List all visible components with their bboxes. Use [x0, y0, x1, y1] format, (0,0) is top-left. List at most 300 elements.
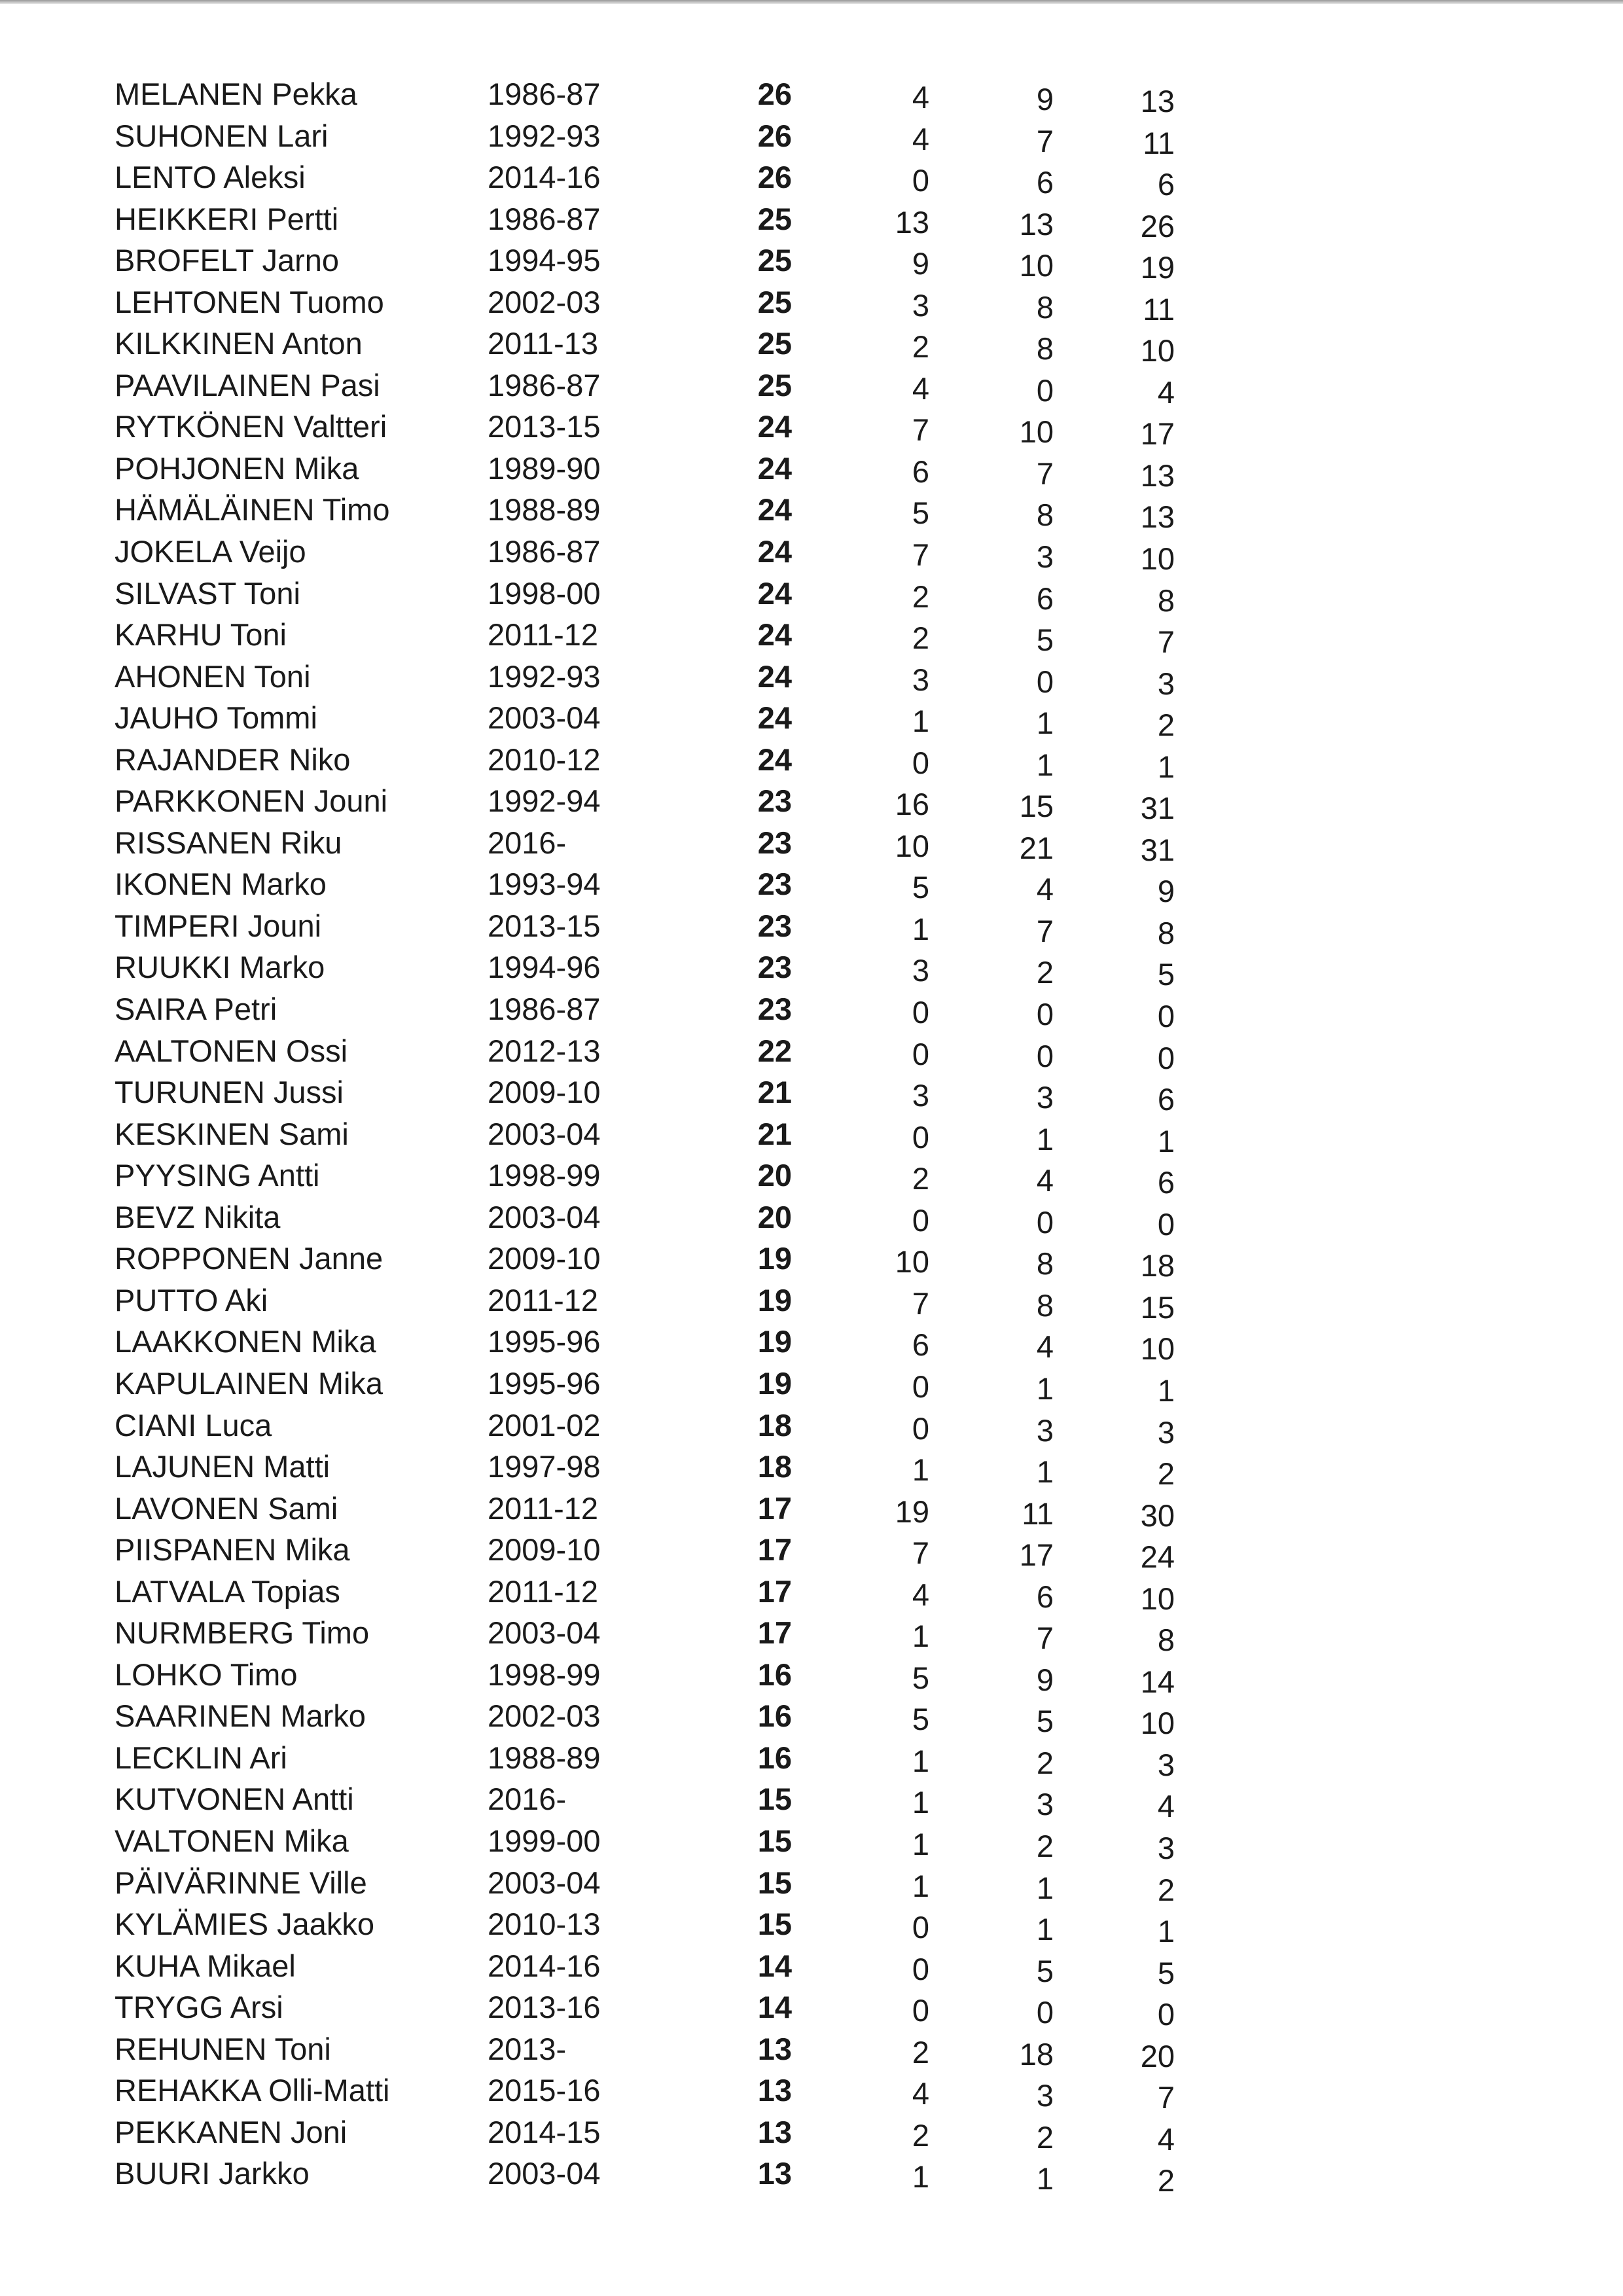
- player-assists-cell: 5: [1036, 1953, 1054, 1988]
- player-goals-cell: 4: [912, 1577, 929, 1612]
- player-games-cell: 23: [757, 783, 792, 819]
- player-games-cell: 23: [757, 992, 792, 1027]
- player-games-cell: 21: [757, 1116, 792, 1151]
- player-assists-cell: 2: [1036, 1745, 1054, 1780]
- table-row: [115, 905, 1201, 950]
- player-goals-cell: 7: [912, 412, 929, 448]
- player-season-cell: 2011-12: [488, 617, 598, 653]
- table-row: [115, 1820, 1201, 1865]
- player-points-cell: 8: [1157, 915, 1175, 950]
- player-games-cell: 24: [757, 575, 792, 611]
- player-points-cell: 7: [1157, 624, 1175, 660]
- player-points-cell: 6: [1157, 1082, 1175, 1117]
- player-goals-cell: 2: [912, 579, 929, 614]
- table-row: [115, 573, 1201, 618]
- player-season-cell: 2010-12: [488, 742, 601, 777]
- player-assists-cell: 10: [1019, 248, 1054, 283]
- player-name-cell: LOHKO Timo: [115, 1657, 298, 1692]
- table-row: [115, 2153, 1201, 2198]
- player-name-cell: KUTVONEN Antti: [115, 1782, 354, 1817]
- player-season-cell: 2003-04: [488, 1199, 601, 1234]
- player-games-cell: 15: [757, 1907, 792, 1942]
- player-season-cell: 2011-12: [488, 1490, 598, 1526]
- player-goals-cell: 5: [912, 1660, 929, 1695]
- player-goals-cell: 1: [912, 1785, 929, 1820]
- player-games-cell: 22: [757, 1033, 792, 1068]
- table-row: [115, 240, 1201, 285]
- player-games-cell: 15: [757, 1823, 792, 1858]
- table-row: [115, 656, 1201, 701]
- table-row: [115, 946, 1201, 992]
- player-name-cell: REHUNEN Toni: [115, 2031, 331, 2066]
- player-assists-cell: 1: [1036, 1121, 1054, 1157]
- player-points-cell: 8: [1157, 583, 1175, 618]
- table-row: [115, 1280, 1201, 1325]
- player-goals-cell: 2: [912, 329, 929, 365]
- player-points-cell: 10: [1140, 1581, 1175, 1616]
- player-assists-cell: 2: [1036, 1828, 1054, 1863]
- player-assists-cell: 21: [1019, 830, 1054, 865]
- table-row: [115, 1695, 1201, 1741]
- player-points-cell: 18: [1140, 1248, 1175, 1283]
- player-name-cell: RAJANDER Niko: [115, 742, 351, 777]
- player-season-cell: 1986-87: [488, 367, 601, 403]
- player-games-cell: 23: [757, 825, 792, 860]
- player-name-cell: LAAKKONEN Mika: [115, 1324, 376, 1359]
- player-assists-cell: 10: [1019, 414, 1054, 450]
- player-games-cell: 16: [757, 1657, 792, 1692]
- player-games-cell: 13: [757, 2073, 792, 2108]
- player-points-cell: 31: [1140, 791, 1175, 826]
- player-points-cell: 3: [1157, 666, 1175, 701]
- player-assists-cell: 6: [1036, 581, 1054, 616]
- player-assists-cell: 4: [1036, 872, 1054, 907]
- table-row: [115, 697, 1201, 743]
- player-assists-cell: 7: [1036, 123, 1054, 158]
- player-assists-cell: 0: [1036, 664, 1054, 699]
- player-games-cell: 24: [757, 492, 792, 528]
- table-row: [115, 614, 1201, 660]
- table-row: [115, 1862, 1201, 1907]
- player-season-cell: 1994-95: [488, 243, 601, 278]
- player-assists-cell: 4: [1036, 1329, 1054, 1365]
- table-row: [115, 1612, 1201, 1658]
- player-goals-cell: 0: [912, 745, 929, 780]
- player-season-cell: 1986-87: [488, 534, 601, 569]
- player-goals-cell: 0: [912, 1910, 929, 1945]
- player-name-cell: KYLÄMIES Jaakko: [115, 1907, 375, 1942]
- player-goals-cell: 6: [912, 454, 929, 489]
- player-name-cell: JAUHO Tommi: [115, 700, 317, 736]
- player-name-cell: REHAKKA Olli-Matti: [115, 2073, 390, 2108]
- table-row: [115, 863, 1201, 909]
- player-points-cell: 5: [1157, 1955, 1175, 1990]
- player-points-cell: 3: [1157, 1830, 1175, 1865]
- table-row: [115, 1321, 1201, 1367]
- scan-top-edge: [0, 0, 1623, 4]
- player-games-cell: 13: [757, 2031, 792, 2066]
- player-name-cell: RISSANEN Riku: [115, 825, 342, 860]
- player-points-cell: 1: [1157, 1372, 1175, 1408]
- player-games-cell: 14: [757, 1948, 792, 1983]
- player-goals-cell: 0: [912, 163, 929, 198]
- player-games-cell: 17: [757, 1532, 792, 1568]
- player-assists-cell: 1: [1036, 1371, 1054, 1406]
- player-season-cell: 2003-04: [488, 1615, 601, 1651]
- player-season-cell: 1994-96: [488, 950, 601, 985]
- player-goals-cell: 16: [895, 787, 929, 822]
- player-name-cell: PEKKANEN Joni: [115, 2114, 348, 2149]
- player-games-cell: 19: [757, 1365, 792, 1401]
- player-season-cell: 1998-99: [488, 1657, 601, 1692]
- player-games-cell: 20: [757, 1199, 792, 1234]
- player-points-cell: 10: [1140, 1706, 1175, 1741]
- table-row: [115, 1529, 1201, 1575]
- player-points-cell: 2: [1157, 708, 1175, 743]
- player-name-cell: HEIKKERI Pertti: [115, 201, 339, 236]
- player-points-cell: 13: [1140, 499, 1175, 535]
- table-row: [115, 1446, 1201, 1492]
- player-points-cell: 20: [1140, 2038, 1175, 2073]
- player-points-cell: 2: [1157, 1456, 1175, 1492]
- table-row: [115, 1737, 1201, 1782]
- player-goals-cell: 4: [912, 80, 929, 115]
- player-season-cell: 1988-89: [488, 1740, 601, 1775]
- player-goals-cell: 10: [895, 1244, 929, 1280]
- player-points-cell: 4: [1157, 374, 1175, 410]
- player-assists-cell: 15: [1019, 789, 1054, 824]
- player-points-cell: 1: [1157, 1123, 1175, 1158]
- player-name-cell: TURUNEN Jussi: [115, 1075, 344, 1110]
- player-games-cell: 18: [757, 1449, 792, 1484]
- player-assists-cell: 7: [1036, 456, 1054, 491]
- player-name-cell: LAJUNEN Matti: [115, 1449, 330, 1484]
- player-name-cell: CIANI Luca: [115, 1407, 272, 1443]
- player-goals-cell: 4: [912, 121, 929, 156]
- player-assists-cell: 5: [1036, 622, 1054, 658]
- player-season-cell: 2001-02: [488, 1407, 601, 1443]
- player-season-cell: 2011-12: [488, 1573, 598, 1609]
- player-points-cell: 14: [1140, 1664, 1175, 1699]
- player-points-cell: 1: [1157, 749, 1175, 784]
- player-goals-cell: 3: [912, 662, 929, 697]
- player-name-cell: KARHU Toni: [115, 617, 287, 653]
- player-assists-cell: 7: [1036, 1621, 1054, 1656]
- player-season-cell: 1986-87: [488, 77, 601, 111]
- player-season-cell: 1998-00: [488, 575, 601, 611]
- table-row: [115, 365, 1201, 410]
- player-assists-cell: 4: [1036, 1163, 1054, 1198]
- player-season-cell: 2014-15: [488, 2114, 601, 2149]
- table-row: [115, 1778, 1201, 1824]
- player-name-cell: LECKLIN Ari: [115, 1740, 287, 1775]
- table-row: [115, 1654, 1201, 1699]
- player-games-cell: 15: [757, 1865, 792, 1900]
- player-points-cell: 10: [1140, 333, 1175, 368]
- player-games-cell: 19: [757, 1241, 792, 1276]
- player-name-cell: HÄMÄLÄINEN Timo: [115, 492, 390, 528]
- player-goals-cell: 0: [912, 1202, 929, 1238]
- player-assists-cell: 8: [1036, 1287, 1054, 1323]
- table-row: [115, 281, 1201, 327]
- table-row: [115, 2111, 1201, 2157]
- player-games-cell: 20: [757, 1158, 792, 1193]
- player-name-cell: POHJONEN Mika: [115, 450, 359, 486]
- player-goals-cell: 3: [912, 953, 929, 988]
- player-assists-cell: 0: [1036, 1204, 1054, 1240]
- player-season-cell: 2003-04: [488, 700, 601, 736]
- player-goals-cell: 19: [895, 1494, 929, 1529]
- player-points-cell: 31: [1140, 832, 1175, 867]
- player-season-cell: 1995-96: [488, 1365, 601, 1401]
- player-points-cell: 4: [1157, 2121, 1175, 2157]
- table-row: [115, 115, 1201, 160]
- player-season-cell: 2011-12: [488, 1282, 598, 1318]
- player-assists-cell: 3: [1036, 539, 1054, 575]
- player-name-cell: SUHONEN Lari: [115, 118, 329, 153]
- player-games-cell: 24: [757, 450, 792, 486]
- player-season-cell: 2010-13: [488, 1907, 601, 1942]
- table-row: [115, 198, 1201, 243]
- player-games-cell: 25: [757, 367, 792, 403]
- player-goals-cell: 5: [912, 495, 929, 531]
- player-assists-cell: 13: [1019, 206, 1054, 242]
- player-name-cell: SAIRA Petri: [115, 992, 277, 1027]
- player-name-cell: SAARINEN Marko: [115, 1698, 366, 1734]
- player-points-cell: 17: [1140, 416, 1175, 452]
- player-goals-cell: 1: [912, 704, 929, 739]
- player-assists-cell: 1: [1036, 747, 1054, 782]
- player-name-cell: PIISPANEN Mika: [115, 1532, 350, 1568]
- player-season-cell: 2014-16: [488, 1948, 601, 1983]
- player-points-cell: 6: [1157, 167, 1175, 202]
- player-goals-cell: 10: [895, 828, 929, 863]
- player-points-cell: 24: [1140, 1539, 1175, 1575]
- player-goals-cell: 4: [912, 2076, 929, 2111]
- player-games-cell: 24: [757, 700, 792, 736]
- player-season-cell: 2016-: [488, 1782, 567, 1817]
- player-season-cell: 1993-94: [488, 867, 601, 902]
- player-games-cell: 23: [757, 867, 792, 902]
- player-season-cell: 1992-93: [488, 118, 601, 153]
- player-season-cell: 2015-16: [488, 2073, 601, 2108]
- player-season-cell: 2016-: [488, 825, 567, 860]
- player-goals-cell: 7: [912, 537, 929, 573]
- player-games-cell: 13: [757, 2156, 792, 2191]
- player-season-cell: 2009-10: [488, 1532, 601, 1568]
- player-assists-cell: 6: [1036, 1579, 1054, 1614]
- table-row: [115, 988, 1201, 1034]
- table-row: [115, 1113, 1201, 1158]
- player-goals-cell: 1: [912, 1868, 929, 1903]
- player-name-cell: LAVONEN Sami: [115, 1490, 338, 1526]
- player-goals-cell: 3: [912, 287, 929, 323]
- player-season-cell: 2002-03: [488, 284, 601, 319]
- player-games-cell: 26: [757, 77, 792, 111]
- player-games-cell: 18: [757, 1407, 792, 1443]
- player-season-cell: 1992-93: [488, 658, 601, 694]
- table-row: [115, 1986, 1201, 2032]
- player-stats-table: [115, 73, 1201, 2198]
- player-points-cell: 10: [1140, 1331, 1175, 1367]
- player-name-cell: KAPULAINEN Mika: [115, 1365, 383, 1401]
- player-goals-cell: 0: [912, 1993, 929, 2028]
- player-games-cell: 17: [757, 1490, 792, 1526]
- player-assists-cell: 5: [1036, 1704, 1054, 1739]
- player-assists-cell: 2: [1036, 2119, 1054, 2155]
- player-goals-cell: 1: [912, 2159, 929, 2195]
- player-points-cell: 15: [1140, 1289, 1175, 1325]
- player-games-cell: 14: [757, 1990, 792, 2025]
- player-points-cell: 26: [1140, 208, 1175, 243]
- player-season-cell: 1995-96: [488, 1324, 601, 1359]
- player-assists-cell: 2: [1036, 955, 1054, 990]
- player-goals-cell: 1: [912, 911, 929, 946]
- player-name-cell: ROPPONEN Janne: [115, 1241, 383, 1276]
- player-season-cell: 1986-87: [488, 201, 601, 236]
- player-name-cell: LEHTONEN Tuomo: [115, 284, 384, 319]
- table-row: [115, 780, 1201, 826]
- player-name-cell: BUURI Jarkko: [115, 2156, 310, 2191]
- player-assists-cell: 3: [1036, 2078, 1054, 2113]
- player-name-cell: TRYGG Arsi: [115, 1990, 283, 2025]
- table-row: [115, 739, 1201, 784]
- player-goals-cell: 1: [912, 1743, 929, 1778]
- player-season-cell: 1992-94: [488, 783, 601, 819]
- player-season-cell: 2013-: [488, 2031, 567, 2066]
- player-season-cell: 2012-13: [488, 1033, 601, 1068]
- player-goals-cell: 7: [912, 1535, 929, 1571]
- player-games-cell: 19: [757, 1282, 792, 1318]
- player-points-cell: 4: [1157, 1789, 1175, 1824]
- player-games-cell: 21: [757, 1075, 792, 1110]
- player-games-cell: 23: [757, 950, 792, 985]
- player-name-cell: KILKKINEN Anton: [115, 326, 363, 361]
- player-name-cell: RUUKKI Marko: [115, 950, 325, 985]
- player-games-cell: 16: [757, 1740, 792, 1775]
- player-name-cell: PYYSING Antti: [115, 1158, 320, 1193]
- player-assists-cell: 1: [1036, 706, 1054, 741]
- player-games-cell: 24: [757, 658, 792, 694]
- player-season-cell: 2003-04: [488, 1116, 601, 1151]
- player-assists-cell: 8: [1036, 289, 1054, 325]
- player-season-cell: 1999-00: [488, 1823, 601, 1858]
- player-name-cell: PARKKONEN Jouni: [115, 783, 388, 819]
- player-name-cell: PUTTO Aki: [115, 1282, 268, 1318]
- player-assists-cell: 8: [1036, 331, 1054, 367]
- player-games-cell: 23: [757, 908, 792, 943]
- player-points-cell: 9: [1157, 874, 1175, 909]
- player-games-cell: 24: [757, 534, 792, 569]
- player-goals-cell: 6: [912, 1327, 929, 1363]
- player-season-cell: 2013-15: [488, 409, 601, 444]
- player-goals-cell: 1: [912, 1826, 929, 1861]
- table-row: [115, 1155, 1201, 1200]
- player-name-cell: TIMPERI Jouni: [115, 908, 322, 943]
- player-assists-cell: 9: [1036, 1662, 1054, 1697]
- player-games-cell: 26: [757, 160, 792, 195]
- player-assists-cell: 3: [1036, 1412, 1054, 1448]
- table-row: [115, 1238, 1201, 1283]
- table-row: [115, 156, 1201, 202]
- player-assists-cell: 6: [1036, 165, 1054, 200]
- player-name-cell: RYTKÖNEN Valtteri: [115, 409, 387, 444]
- player-name-cell: JOKELA Veijo: [115, 534, 306, 569]
- player-name-cell: NURMBERG Timo: [115, 1615, 370, 1651]
- player-points-cell: 0: [1157, 1040, 1175, 1075]
- player-season-cell: 2003-04: [488, 1865, 601, 1900]
- player-goals-cell: 0: [912, 1410, 929, 1446]
- table-row: [115, 1945, 1201, 1990]
- player-assists-cell: 0: [1036, 1038, 1054, 1073]
- player-assists-cell: 8: [1036, 497, 1054, 533]
- player-points-cell: 30: [1140, 1498, 1175, 1533]
- player-name-cell: SILVAST Toni: [115, 575, 300, 611]
- player-goals-cell: 0: [912, 1119, 929, 1155]
- player-name-cell: KUHA Mikael: [115, 1948, 296, 1983]
- player-name-cell: AALTONEN Ossi: [115, 1033, 348, 1068]
- player-season-cell: 1998-99: [488, 1158, 601, 1193]
- player-assists-cell: 11: [1022, 1496, 1054, 1531]
- player-games-cell: 24: [757, 742, 792, 777]
- player-games-cell: 16: [757, 1698, 792, 1734]
- player-points-cell: 1: [1157, 1914, 1175, 1949]
- player-season-cell: 1986-87: [488, 992, 601, 1027]
- table-row: [115, 73, 1201, 118]
- table-row: [115, 1405, 1201, 1450]
- player-name-cell: LENTO Aleksi: [115, 160, 306, 195]
- player-games-cell: 26: [757, 118, 792, 153]
- player-points-cell: 7: [1157, 2080, 1175, 2115]
- player-assists-cell: 0: [1036, 1995, 1054, 2030]
- player-games-cell: 19: [757, 1324, 792, 1359]
- table-row: [115, 1363, 1201, 1408]
- player-goals-cell: 2: [912, 2117, 929, 2153]
- player-games-cell: 17: [757, 1573, 792, 1609]
- player-points-cell: 13: [1140, 84, 1175, 118]
- player-assists-cell: 8: [1036, 1246, 1054, 1282]
- table-row: [115, 406, 1201, 452]
- player-goals-cell: 9: [912, 246, 929, 281]
- player-season-cell: 2002-03: [488, 1698, 601, 1734]
- player-assists-cell: 1: [1036, 1454, 1054, 1490]
- player-goals-cell: 5: [912, 1702, 929, 1737]
- player-name-cell: PAAVILAINEN Pasi: [115, 367, 380, 403]
- player-games-cell: 24: [757, 617, 792, 653]
- player-games-cell: 15: [757, 1782, 792, 1817]
- player-goals-cell: 0: [912, 1951, 929, 1986]
- player-name-cell: IKONEN Marko: [115, 867, 327, 902]
- table-row: [115, 1571, 1201, 1616]
- player-points-cell: 10: [1140, 541, 1175, 577]
- table-row: [115, 448, 1201, 493]
- player-points-cell: 0: [1157, 1997, 1175, 2032]
- player-points-cell: 0: [1157, 999, 1175, 1034]
- player-season-cell: 1997-98: [488, 1449, 601, 1484]
- player-points-cell: 2: [1157, 2163, 1175, 2198]
- player-season-cell: 2014-16: [488, 160, 601, 195]
- player-assists-cell: 9: [1036, 82, 1054, 117]
- player-goals-cell: 5: [912, 870, 929, 905]
- player-goals-cell: 1: [912, 1619, 929, 1654]
- player-points-cell: 3: [1157, 1747, 1175, 1782]
- player-assists-cell: 1: [1036, 2161, 1054, 2197]
- player-season-cell: 2003-04: [488, 2156, 601, 2191]
- player-points-cell: 8: [1157, 1623, 1175, 1658]
- player-assists-cell: 18: [1019, 2036, 1054, 2072]
- player-assists-cell: 3: [1036, 1080, 1054, 1115]
- player-goals-cell: 2: [912, 620, 929, 656]
